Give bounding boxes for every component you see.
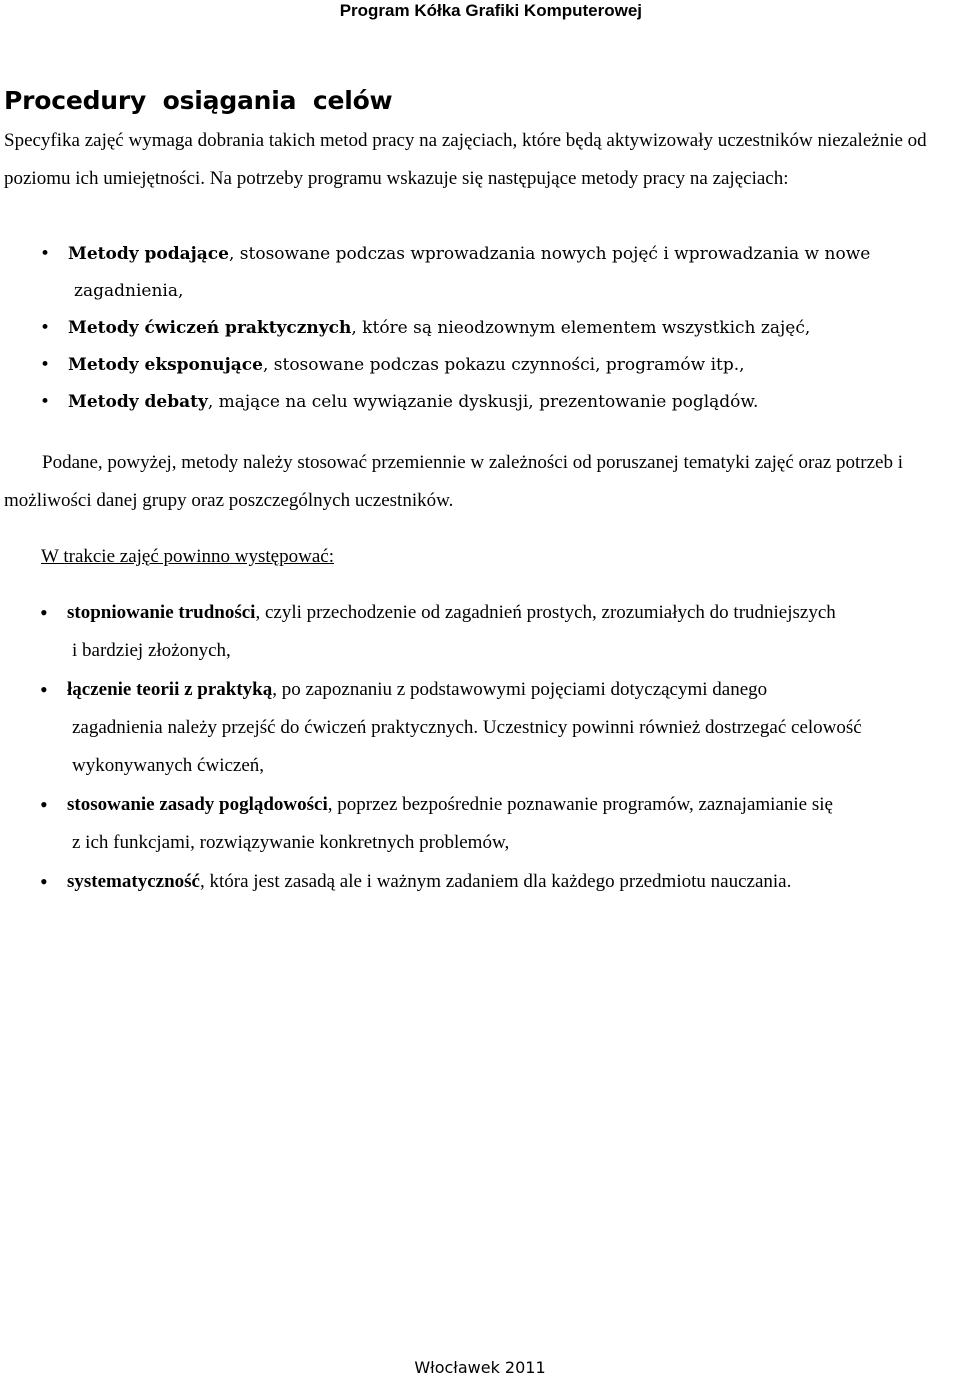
- method-description: , mające na celu wywiązanie dyskusji, prezentowanie poglądów.: [207, 392, 759, 412]
- list-item: [0, 671, 960, 785]
- page-header: [0, 0, 960, 22]
- bullet-icon: •: [40, 244, 51, 264]
- footer-text: Włocławek 2011: [414, 1358, 546, 1377]
- method-name: Metody ćwiczeń praktycznych: [68, 318, 352, 338]
- principle-description-continued: i bardziej złożonych,: [72, 640, 231, 661]
- principle-name: systematyczność: [67, 871, 200, 892]
- method-name: Metody debaty: [68, 392, 208, 412]
- bullet-icon: •: [40, 392, 51, 412]
- principle-name: łączenie teorii z praktyką: [67, 679, 273, 700]
- principles-list: [0, 594, 960, 902]
- list-item: [0, 863, 960, 901]
- section-title: Procedury osiągania celów: [4, 86, 393, 115]
- methods-list: [0, 236, 960, 421]
- summary-paragraph: Podane, powyżej, metody należy stosować przemiennie w zależności od poruszanej tematyki zajęć oraz potrzeb i możliwości danej grupy oraz poszczególnych uczestników.: [4, 452, 903, 511]
- principles-heading: W trakcie zajęć powinno występować:: [41, 546, 334, 567]
- bullet-icon: •: [40, 355, 51, 375]
- principle-description: , czyli przechodzenie od zagadnień prostych, zrozumiałych do trudniejszych: [255, 602, 836, 623]
- principle-description-continued: z ich funkcjami, rozwiązywanie konkretnych problemów,: [72, 832, 510, 853]
- method-name: Metody eksponujące: [68, 355, 263, 375]
- list-item: [0, 384, 960, 421]
- method-description: , które są nieodzownym elementem wszystkich zajęć,: [351, 318, 811, 338]
- intro-paragraph: Specyfika zajęć wymaga dobrania takich metod pracy na zajęciach, które będą aktywizowały uczestników niezależnie od poziomu ich umiejętności. Na potrzeby programu wskazuje się następujące metody pracy na zajęciach:: [4, 130, 927, 189]
- bullet-icon: •: [40, 677, 48, 702]
- header-title: Program Kółka Grafiki Komputerowej: [339, 1, 642, 20]
- bullet-icon: •: [40, 318, 51, 338]
- bullet-icon: •: [40, 600, 48, 625]
- list-item: [0, 786, 960, 862]
- list-item: [0, 310, 960, 347]
- list-item: [0, 236, 960, 310]
- method-description: , stosowane podczas wprowadzania nowych pojęć i wprowadzania w nowe: [228, 244, 871, 264]
- method-description: , stosowane podczas pokazu czynności, programów itp.,: [262, 355, 745, 375]
- principle-description-continued: zagadnienia należy przejść do ćwiczeń praktycznych. Uczestnicy powinni również dostrzegać celowość wykonywanych ćwiczeń,: [72, 717, 862, 776]
- principle-name: stosowanie zasady poglądowości: [67, 794, 328, 815]
- principle-description: , po zapoznaniu z podstawowymi pojęciami dotyczącymi danego: [272, 679, 768, 700]
- list-item: [0, 594, 960, 670]
- page-footer: [0, 1356, 960, 1380]
- principle-name: stopniowanie trudności: [67, 602, 256, 623]
- bullet-icon: •: [40, 869, 48, 894]
- list-item: [0, 347, 960, 384]
- principle-description: , która jest zasadą ale i ważnym zadaniem dla każdego przedmiotu nauczania.: [199, 871, 792, 892]
- principle-description: , poprzez bezpośrednie poznawanie programów, zaznajamianie się: [327, 794, 833, 815]
- method-description-continued: zagadnienia,: [74, 281, 184, 301]
- method-name: Metody podające: [68, 244, 229, 264]
- bullet-icon: •: [40, 792, 48, 817]
